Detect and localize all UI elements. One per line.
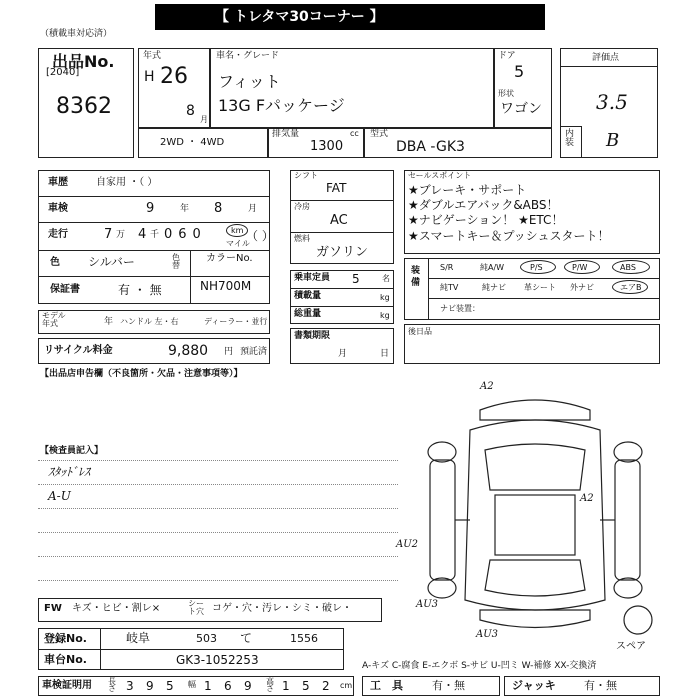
tools-label: 工 具: [370, 679, 403, 692]
gross-label: 総重量: [294, 309, 322, 319]
warranty-value: 有 ・ 無: [118, 283, 162, 297]
front-left-wheel: [428, 442, 456, 462]
inspection-month: 8: [214, 201, 223, 216]
car-label: 車名・グレード: [216, 51, 280, 61]
fw-text: キズ・ヒビ・割レ×: [72, 603, 161, 614]
aircon-value: AC: [330, 213, 348, 228]
steering-value: ハンドル 左・右: [120, 317, 179, 326]
plate-pref: 岐阜: [126, 631, 151, 645]
plate-number: 1556: [290, 632, 318, 645]
dims-w-3: 9: [244, 679, 252, 693]
mileage-km: km: [231, 226, 244, 235]
year-month: 8: [186, 103, 195, 119]
reserve-box: [404, 324, 660, 364]
doors-value: 5: [514, 62, 525, 81]
shape-label: 形状: [498, 89, 514, 98]
dims-l-label: 長さ: [108, 677, 116, 694]
roof-outline: [495, 495, 575, 555]
model-value: DBA -GK3: [396, 139, 465, 155]
tools-value: 有・無: [432, 679, 465, 692]
fw-sheet: シート穴: [188, 599, 204, 616]
displacement-label: 排気量: [272, 129, 300, 139]
shape-value: ワゴン: [500, 101, 542, 117]
score-value: 3.5: [596, 90, 628, 114]
load-label: 積載量: [294, 291, 322, 301]
jack-label: ジャッキ: [512, 679, 556, 692]
model-label: 型式: [370, 129, 389, 139]
dims-unit: cm: [340, 681, 353, 690]
mileage-rest: 060: [164, 227, 207, 242]
mileage-label: 走行: [48, 229, 68, 240]
equip-airbag: エアB: [620, 283, 642, 292]
dims-h-3: 2: [322, 679, 330, 693]
dims-h-2: 5: [302, 679, 310, 693]
damage-mark-rear: AU3: [476, 629, 499, 640]
lot-number: 8362: [56, 94, 112, 119]
capacity-value: 5: [352, 272, 360, 286]
fuel-label: 燃料: [294, 234, 310, 243]
chassis-label: 車台No.: [44, 653, 87, 666]
warranty-label: 保証書: [50, 284, 80, 295]
fw-label: FW: [44, 603, 62, 614]
interior-label: 内装: [565, 129, 575, 148]
load-unit: kg: [380, 293, 390, 302]
lot-tag: [2040]: [46, 67, 80, 78]
car-name: フィット: [218, 72, 281, 91]
equip-leather: 革シート: [524, 283, 556, 292]
sales-point-2: ★ダブルエアバック&ABS！: [408, 198, 559, 212]
recycle-note: 預託済: [240, 347, 268, 357]
right-side-panel: [615, 460, 640, 580]
fw-text-2: コゲ・穴・汚レ・シミ・破レ・: [212, 603, 352, 614]
aircon-label: 冷房: [294, 202, 310, 211]
front-bumper-outline: [480, 400, 590, 420]
dims-h-label: 高さ: [266, 677, 274, 694]
dims-l-3: 5: [166, 679, 174, 693]
year-month-unit: 月: [200, 115, 208, 124]
damage-mark-rear-left: AU3: [416, 599, 439, 610]
sales-point-4: ★スマートキー＆プッシュスタート！: [408, 229, 610, 243]
sales-points-label: セールスポイント: [408, 171, 472, 180]
model-year-unit: 年: [104, 317, 114, 327]
sales-point-3: ★ナビゲーション！ ★ETC！: [408, 213, 564, 227]
mileage-d1: 7: [104, 227, 113, 242]
car-grade: 13G Fパッケージ: [218, 96, 345, 115]
equip-pw: P/W: [572, 263, 588, 272]
dims-w-1: 1: [204, 679, 212, 693]
damage-legend: A-キズ C-腐食 E-エクボ S-サビ U-凹ミ W-補修 XX-交換済: [362, 661, 597, 671]
color-code-label: カラーNo.: [206, 253, 253, 264]
car-damage-diagram: [400, 380, 670, 650]
interior-value: B: [606, 130, 620, 151]
rear-right-wheel: [614, 578, 642, 598]
dims-h-1: 1: [282, 679, 290, 693]
docs-unit: 月: [338, 349, 348, 359]
rear-window-outline: [485, 560, 585, 596]
damage-mark-right: A2: [580, 493, 594, 504]
dims-w-2: 6: [224, 679, 232, 693]
inspector-note-1: ｽﾀｯﾄﾞﾚｽ: [48, 465, 91, 479]
score-label: 評価点: [592, 53, 620, 63]
declaration-label: 【出品店申告欄（不良箇所・欠品・注意事項等）】: [40, 369, 243, 379]
plate-kana: て: [240, 631, 253, 645]
damage-mark-left: AU2: [396, 539, 419, 550]
mileage-paren: （ ）: [246, 229, 274, 243]
year-label: 年式: [143, 51, 162, 61]
inspection-month-unit: 月: [248, 204, 258, 214]
year-value: 26: [160, 64, 188, 89]
inspection-year: 9: [146, 201, 155, 216]
equip-sr: S/R: [440, 263, 454, 272]
year-era: H: [144, 69, 155, 85]
dims-w-label: 幅: [188, 680, 196, 689]
dims-label: 車検証明用: [42, 680, 92, 691]
damage-mark-front: A2: [480, 381, 494, 392]
front-right-wheel: [614, 442, 642, 462]
reserve-label: 後日品: [408, 327, 432, 336]
equip-navi-label: ナビ装置：: [440, 304, 480, 313]
recycle-value: 9,880: [168, 343, 209, 359]
mileage-u2: 千: [150, 230, 160, 240]
equip-navi: 純ナビ: [482, 283, 506, 292]
dims-l-1: 3: [126, 679, 134, 693]
equip-tv: 純TV: [440, 283, 459, 292]
recycle-unit: 円: [224, 347, 234, 357]
equipment-label: 装備: [411, 266, 421, 288]
equip-aw: 純A/W: [480, 263, 505, 272]
inspection-label: 車検: [48, 203, 68, 214]
inspector-label: 【検査員記入】: [40, 446, 104, 456]
dims-l-2: 9: [146, 679, 154, 693]
displacement-unit: cc: [350, 129, 359, 138]
docs-unit2: 日: [380, 349, 390, 359]
color-label: 色: [50, 257, 60, 268]
inspection-year-unit: 年: [180, 204, 190, 214]
dealer-value: ディーラー・並行: [204, 317, 268, 326]
model-year-label: モデル年式: [42, 311, 66, 328]
color-code: NH700M: [200, 279, 252, 293]
plate-class: 503: [196, 632, 217, 645]
doors-label: ドア: [498, 51, 516, 61]
banner-title: 【 トレタマ30コーナー 】: [215, 9, 384, 25]
history-value: 自家用 ・（ ）: [96, 177, 158, 188]
mileage-mile: マイル: [226, 239, 250, 248]
equip-abs: ABS: [620, 263, 636, 272]
recycle-label: リサイクル料金: [44, 345, 113, 356]
shift-value: FAT: [326, 181, 347, 195]
chassis-value: GK3-1052253: [176, 653, 259, 667]
gross-unit: kg: [380, 311, 390, 320]
history-label: 車歴: [48, 177, 68, 188]
rear-bumper-outline: [480, 610, 590, 628]
sales-point-1: ★ブレーキ・サポート: [408, 183, 527, 197]
fuel-value: ガソリン: [316, 245, 369, 260]
plate-label: 登録No.: [44, 632, 87, 645]
header-note: （積載車対応済）: [40, 29, 113, 39]
jack-value: 有・無: [584, 679, 617, 692]
lot-label: 出品No.: [52, 52, 115, 71]
color-value: シルバー: [88, 255, 135, 269]
spare-tire-circle: [624, 606, 652, 634]
displacement-value: 1300: [310, 139, 344, 154]
capacity-label: 乗車定員: [294, 273, 331, 283]
drive-value: 2WD ・ 4WD: [160, 137, 225, 148]
docs-label: 書類期限: [294, 331, 331, 341]
windshield-outline: [485, 444, 585, 490]
shift-label: シフト: [294, 171, 318, 180]
left-side-panel: [430, 460, 455, 580]
color-change-label: 色替: [172, 253, 180, 270]
mileage-u1: 万: [116, 230, 126, 240]
equip-ext-navi: 外ナビ: [570, 283, 594, 292]
mileage-d2: 4: [138, 227, 147, 242]
capacity-unit: 名: [382, 274, 390, 283]
spare-label: スペア: [616, 641, 646, 652]
inspector-note-2: A-U: [48, 489, 71, 503]
equip-ps: P/S: [530, 263, 543, 272]
rear-left-wheel: [428, 578, 456, 598]
